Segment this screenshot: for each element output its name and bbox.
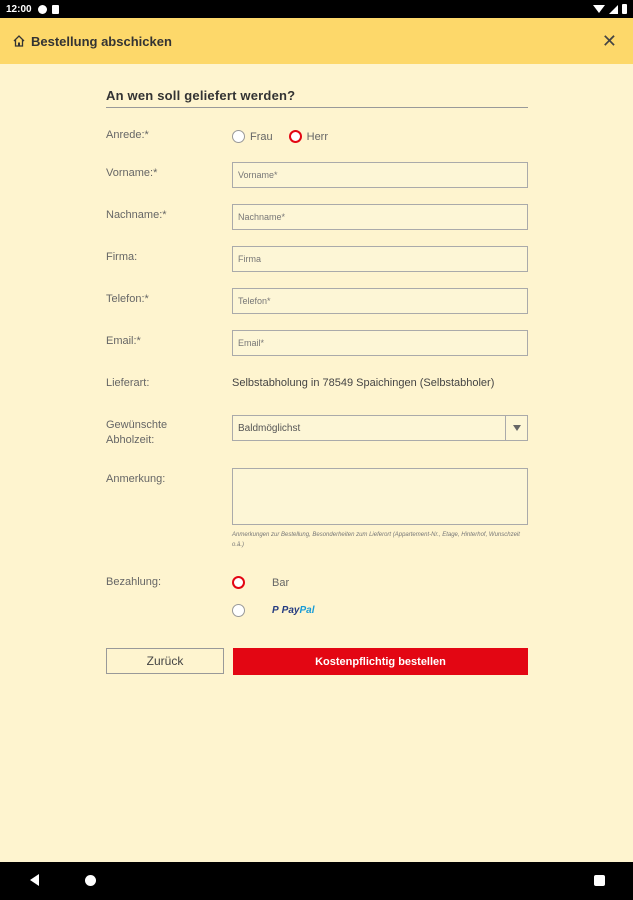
abholzeit-select[interactable]: [232, 415, 528, 441]
radio-frau[interactable]: [232, 130, 245, 143]
radio-bar-label: Bar: [272, 576, 290, 589]
nachname-label: Nachname:*: [106, 209, 167, 221]
anmerkung-label: Anmerkung:: [106, 473, 166, 485]
signal-icon: [609, 5, 618, 14]
radio-bar[interactable]: [232, 576, 245, 589]
home-icon: [12, 34, 26, 48]
chevron-down-icon[interactable]: [505, 416, 527, 440]
dialog-title: Bestellung abschicken: [31, 33, 172, 49]
email-input[interactable]: [232, 330, 528, 356]
anmerkung-textarea[interactable]: [232, 468, 528, 525]
status-bar: [0, 0, 633, 18]
firma-label: Firma:: [106, 251, 138, 263]
close-icon[interactable]: ✕: [601, 30, 617, 51]
nav-home-icon[interactable]: [85, 875, 96, 886]
bezahlung-label: Bezahlung:: [106, 576, 162, 588]
email-label: Email:*: [106, 335, 141, 347]
radio-paypal[interactable]: [232, 604, 245, 617]
dialog-header: [0, 18, 633, 64]
navigation-bar: [0, 862, 633, 900]
vorname-input[interactable]: [232, 162, 528, 188]
anrede-label: Anrede:*: [106, 129, 149, 141]
wifi-icon: [593, 5, 605, 13]
lieferart-value: Selbstabholung in 78549 Spaichingen (Selbstabholer): [232, 377, 495, 389]
abholzeit-value: Baldmöglichst: [238, 422, 301, 434]
radio-herr[interactable]: [289, 130, 302, 143]
nav-back-icon[interactable]: [30, 874, 39, 886]
status-time: 12:00: [6, 3, 32, 15]
anrede-radio-group: [232, 130, 328, 143]
lieferart-label: Lieferart:: [106, 377, 150, 389]
anmerkung-hint: Anmerkungen zur Bestellung, Besonderheiten zum Lieferort (Appartement-Nr., Etage, Hinterhof, Wunschzeit o.ä.): [232, 532, 520, 548]
nav-recent-apps-icon[interactable]: [594, 875, 605, 886]
back-button[interactable]: Zurück: [106, 648, 224, 674]
app-notification-icon: [38, 5, 47, 14]
vorname-label: Vorname:*: [106, 167, 158, 179]
firma-input[interactable]: [232, 246, 528, 272]
section-title: An wen soll geliefert werden?: [106, 88, 528, 108]
paypal-logo: P PayPal: [272, 605, 315, 616]
payment-option-paypal: [232, 604, 314, 617]
abholzeit-label: Gewünschte Abholzeit:: [106, 419, 168, 446]
telefon-label: Telefon:*: [106, 293, 149, 305]
telefon-input[interactable]: [232, 288, 528, 314]
sd-card-icon: [52, 5, 59, 14]
order-button[interactable]: Kostenpflichtig bestellen: [233, 648, 528, 675]
radio-herr-label: Herr: [306, 130, 329, 143]
battery-icon: [622, 4, 627, 14]
nachname-input[interactable]: [232, 204, 528, 230]
radio-frau-label: Frau: [250, 130, 273, 143]
payment-option-bar: [232, 576, 289, 589]
